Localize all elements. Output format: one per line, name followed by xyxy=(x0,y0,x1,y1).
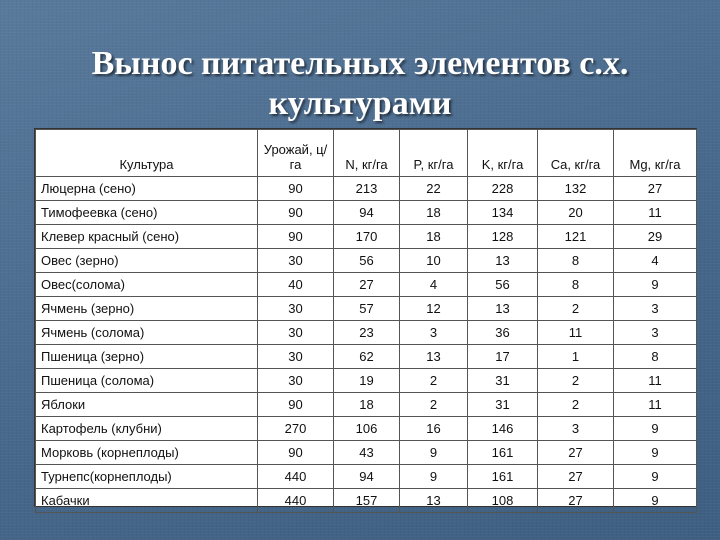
table-row xyxy=(36,201,697,225)
cell-n: 157 xyxy=(334,489,400,513)
header-mg: Mg, кг/га xyxy=(614,130,697,177)
cell-p: 12 xyxy=(400,297,468,321)
cell-k: 31 xyxy=(468,369,538,393)
cell-yield: 90 xyxy=(258,201,334,225)
cell-ca: 8 xyxy=(538,273,614,297)
cell-p: 13 xyxy=(400,489,468,513)
table-row xyxy=(36,177,697,201)
header-n: N, кг/га xyxy=(334,130,400,177)
cell-p: 16 xyxy=(400,417,468,441)
table-body xyxy=(36,177,697,513)
table-row xyxy=(36,321,697,345)
cell-crop: Картофель (клубни) xyxy=(36,417,258,441)
cell-k: 31 xyxy=(468,393,538,417)
header-k: K, кг/га xyxy=(468,130,538,177)
cell-k: 13 xyxy=(468,297,538,321)
cell-p: 9 xyxy=(400,465,468,489)
cell-mg: 8 xyxy=(614,345,697,369)
cell-mg: 27 xyxy=(614,177,697,201)
cell-mg: 9 xyxy=(614,465,697,489)
cell-n: 43 xyxy=(334,441,400,465)
cell-mg: 9 xyxy=(614,417,697,441)
cell-k: 161 xyxy=(468,465,538,489)
cell-yield: 40 xyxy=(258,273,334,297)
cell-mg: 11 xyxy=(614,393,697,417)
cell-crop: Морковь (корнеплоды) xyxy=(36,441,258,465)
cell-yield: 30 xyxy=(258,249,334,273)
cell-ca: 2 xyxy=(538,369,614,393)
cell-yield: 30 xyxy=(258,297,334,321)
header-p: P, кг/га xyxy=(400,130,468,177)
slide-title xyxy=(0,44,720,124)
cell-ca: 3 xyxy=(538,417,614,441)
table-row xyxy=(36,297,697,321)
cell-ca: 1 xyxy=(538,345,614,369)
cell-k: 13 xyxy=(468,249,538,273)
cell-crop: Овес (зерно) xyxy=(36,249,258,273)
cell-k: 134 xyxy=(468,201,538,225)
cell-crop: Овес(солома) xyxy=(36,273,258,297)
cell-crop: Кабачки xyxy=(36,489,258,513)
cell-mg: 9 xyxy=(614,273,697,297)
cell-ca: 132 xyxy=(538,177,614,201)
cell-crop: Турнепс(корнеплоды) xyxy=(36,465,258,489)
cell-yield: 440 xyxy=(258,465,334,489)
table-header-row xyxy=(36,130,697,177)
cell-k: 17 xyxy=(468,345,538,369)
cell-ca: 11 xyxy=(538,321,614,345)
cell-p: 4 xyxy=(400,273,468,297)
cell-k: 128 xyxy=(468,225,538,249)
cell-n: 62 xyxy=(334,345,400,369)
cell-k: 146 xyxy=(468,417,538,441)
cell-k: 161 xyxy=(468,441,538,465)
header-yield: Урожай, ц/га xyxy=(258,130,334,177)
cell-n: 57 xyxy=(334,297,400,321)
cell-n: 18 xyxy=(334,393,400,417)
cell-p: 2 xyxy=(400,369,468,393)
cell-n: 106 xyxy=(334,417,400,441)
cell-crop: Пшеница (солома) xyxy=(36,369,258,393)
table-row xyxy=(36,465,697,489)
cell-p: 18 xyxy=(400,201,468,225)
cell-crop: Клевер красный (сено) xyxy=(36,225,258,249)
cell-crop: Ячмень (зерно) xyxy=(36,297,258,321)
cell-mg: 4 xyxy=(614,249,697,273)
table-row xyxy=(36,489,697,513)
cell-p: 22 xyxy=(400,177,468,201)
cell-mg: 29 xyxy=(614,225,697,249)
cell-p: 2 xyxy=(400,393,468,417)
cell-ca: 2 xyxy=(538,393,614,417)
cell-yield: 90 xyxy=(258,393,334,417)
cell-n: 170 xyxy=(334,225,400,249)
cell-mg: 11 xyxy=(614,369,697,393)
table-row xyxy=(36,369,697,393)
cell-n: 27 xyxy=(334,273,400,297)
slide-title-line-2: культурами xyxy=(268,85,452,122)
table-row xyxy=(36,345,697,369)
table-row xyxy=(36,393,697,417)
cell-yield: 90 xyxy=(258,225,334,249)
cell-p: 10 xyxy=(400,249,468,273)
cell-ca: 27 xyxy=(538,489,614,513)
cell-n: 94 xyxy=(334,201,400,225)
cell-p: 18 xyxy=(400,225,468,249)
cell-ca: 2 xyxy=(538,297,614,321)
header-crop: Культура xyxy=(36,130,258,177)
cell-n: 23 xyxy=(334,321,400,345)
cell-k: 228 xyxy=(468,177,538,201)
cell-yield: 440 xyxy=(258,489,334,513)
cell-k: 108 xyxy=(468,489,538,513)
cell-ca: 121 xyxy=(538,225,614,249)
slide-title-line-1: Вынос питательных элементов с.х. xyxy=(91,45,629,82)
cell-mg: 3 xyxy=(614,321,697,345)
cell-n: 56 xyxy=(334,249,400,273)
cell-crop: Люцерна (сено) xyxy=(36,177,258,201)
cell-yield: 90 xyxy=(258,177,334,201)
table-row xyxy=(36,273,697,297)
cell-yield: 30 xyxy=(258,369,334,393)
cell-crop: Тимофеевка (сено) xyxy=(36,201,258,225)
cell-k: 56 xyxy=(468,273,538,297)
cell-crop: Ячмень (солома) xyxy=(36,321,258,345)
cell-p: 9 xyxy=(400,441,468,465)
cell-n: 94 xyxy=(334,465,400,489)
table-row xyxy=(36,441,697,465)
table-row xyxy=(36,417,697,441)
nutrient-table xyxy=(35,129,697,513)
cell-mg: 11 xyxy=(614,201,697,225)
cell-ca: 27 xyxy=(538,465,614,489)
table-row xyxy=(36,225,697,249)
cell-mg: 9 xyxy=(614,441,697,465)
cell-ca: 20 xyxy=(538,201,614,225)
cell-p: 13 xyxy=(400,345,468,369)
nutrient-table-container xyxy=(34,128,697,507)
header-ca: Ca, кг/га xyxy=(538,130,614,177)
table-row xyxy=(36,249,697,273)
cell-n: 19 xyxy=(334,369,400,393)
cell-p: 3 xyxy=(400,321,468,345)
cell-k: 36 xyxy=(468,321,538,345)
cell-mg: 9 xyxy=(614,489,697,513)
cell-yield: 270 xyxy=(258,417,334,441)
cell-crop: Пшеница (зерно) xyxy=(36,345,258,369)
cell-yield: 30 xyxy=(258,321,334,345)
cell-ca: 8 xyxy=(538,249,614,273)
cell-mg: 3 xyxy=(614,297,697,321)
cell-yield: 30 xyxy=(258,345,334,369)
cell-yield: 90 xyxy=(258,441,334,465)
cell-crop: Яблоки xyxy=(36,393,258,417)
cell-ca: 27 xyxy=(538,441,614,465)
cell-n: 213 xyxy=(334,177,400,201)
